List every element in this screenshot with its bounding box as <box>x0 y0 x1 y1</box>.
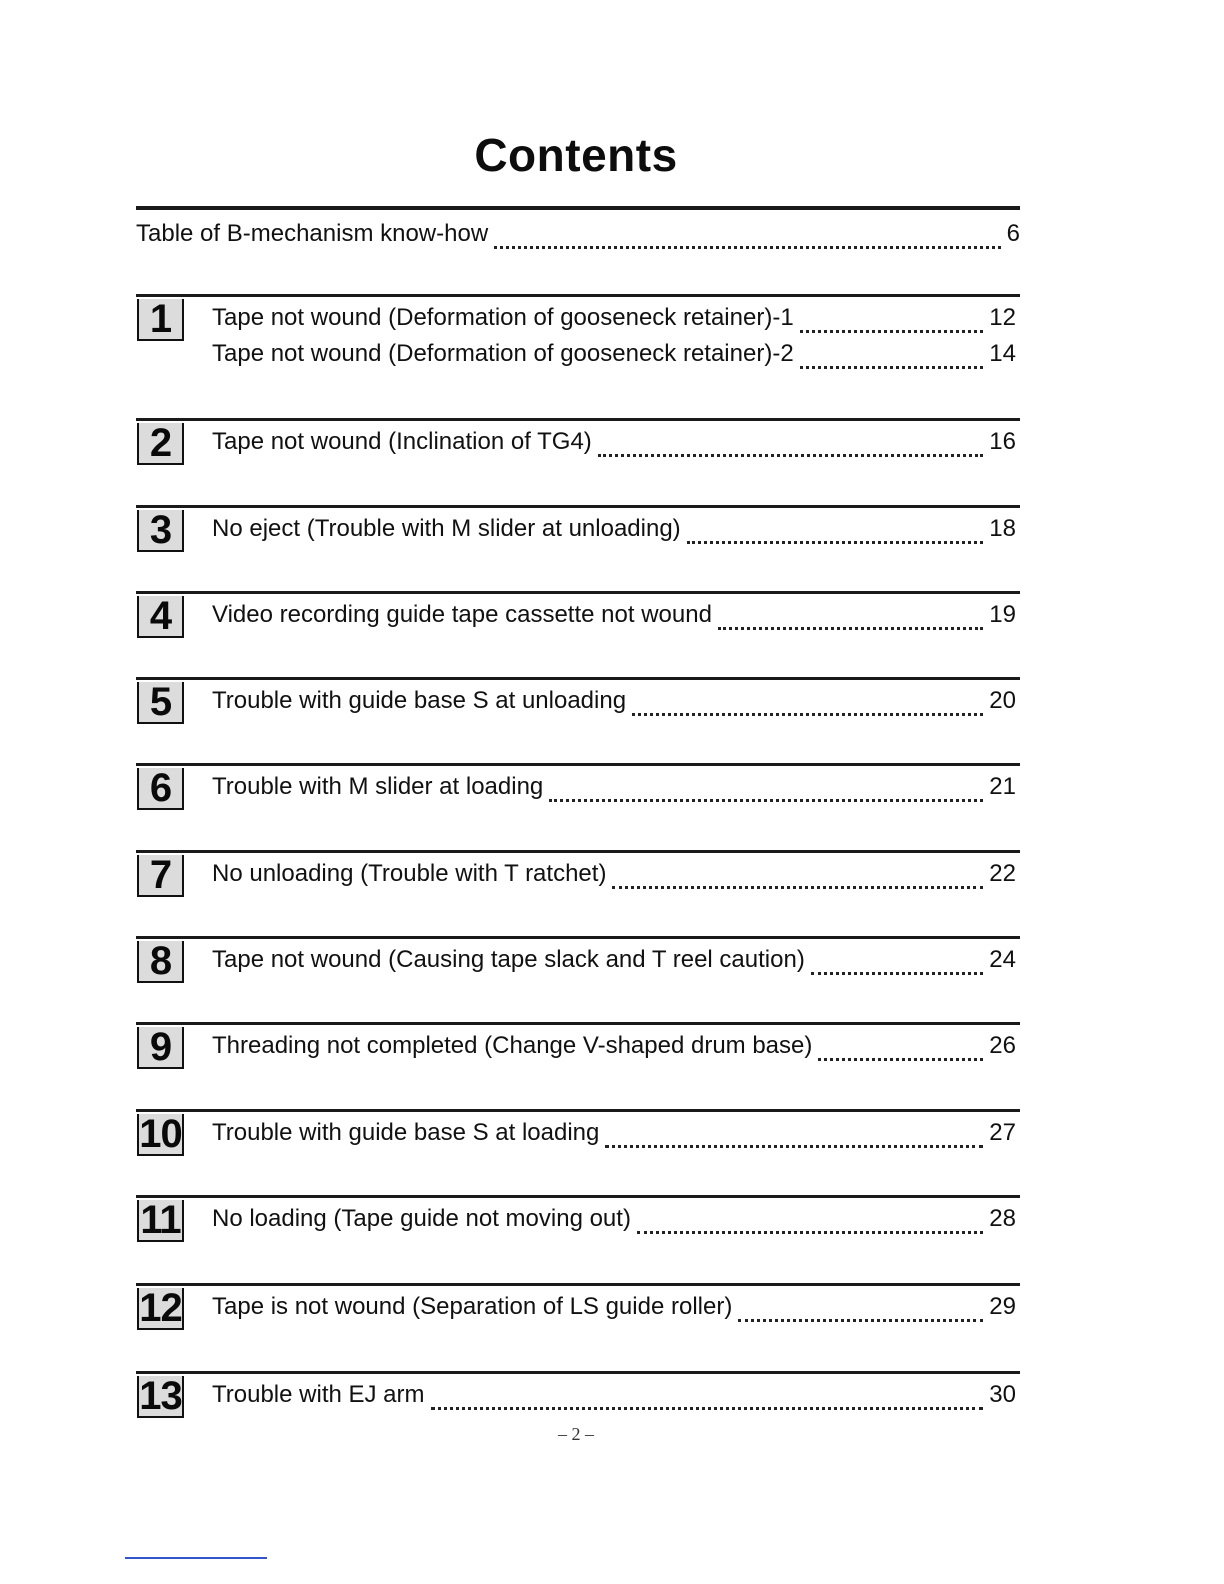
dot-leader <box>431 1406 984 1410</box>
section-divider <box>136 1371 1020 1374</box>
section-number-badge: 6 <box>137 768 184 810</box>
toc-entry-title: Video recording guide tape cassette not wound <box>212 601 712 628</box>
toc-entry-page: 14 <box>989 340 1016 367</box>
dot-leader <box>718 626 983 630</box>
toc-entry-page: 18 <box>989 515 1016 542</box>
toc-entry-intro[interactable] <box>136 220 1020 256</box>
dot-leader <box>637 1230 983 1234</box>
toc-entry[interactable] <box>212 1205 1016 1241</box>
section-divider <box>136 763 1020 766</box>
toc-entry-title: No loading (Tape guide not moving out) <box>212 1205 631 1232</box>
toc-entry[interactable] <box>212 304 1016 340</box>
toc-entry-page: 6 <box>1006 220 1020 247</box>
toc-entry-title: Tape not wound (Causing tape slack and T reel caution) <box>212 946 805 973</box>
toc-entry-page: 21 <box>989 773 1016 800</box>
footer-rule <box>125 1557 267 1559</box>
toc-entry[interactable] <box>212 687 1016 723</box>
section-number-badge: 5 <box>137 682 184 724</box>
toc-entry-title: Tape not wound (Deformation of gooseneck retainer)-1 <box>212 304 794 331</box>
toc-entry[interactable] <box>212 1032 1016 1068</box>
toc-entry[interactable] <box>212 1293 1016 1329</box>
toc-entry-page: 12 <box>989 304 1016 331</box>
section-divider <box>136 1109 1020 1112</box>
section-number-badge: 13 <box>137 1376 184 1418</box>
page-title: Contents <box>474 129 678 181</box>
section-number-badge: 11 <box>137 1200 184 1242</box>
section-divider <box>136 1022 1020 1025</box>
toc-entry-title: Tape not wound (Inclination of TG4) <box>212 428 592 455</box>
toc-entry-title: Trouble with guide base S at unloading <box>212 687 627 714</box>
toc-entry[interactable] <box>212 1119 1016 1155</box>
dot-leader <box>811 971 983 975</box>
dot-leader <box>549 798 983 802</box>
section-number-badge: 9 <box>137 1027 184 1069</box>
toc-entry[interactable] <box>212 773 1016 809</box>
toc-entry-title: Trouble with EJ arm <box>212 1381 425 1408</box>
dot-leader <box>800 329 984 333</box>
dot-leader <box>687 540 984 544</box>
toc-entry-title: Tape not wound (Deformation of gooseneck retainer)-2 <box>212 340 794 367</box>
section-divider <box>136 294 1020 297</box>
toc-entry-title: Trouble with guide base S at loading <box>212 1119 600 1146</box>
toc-entry[interactable] <box>212 946 1016 982</box>
section-divider <box>136 936 1020 939</box>
toc-entry-page: 22 <box>989 860 1016 887</box>
section-number-badge: 7 <box>137 855 184 897</box>
title-divider <box>136 206 1020 210</box>
toc-entry[interactable] <box>212 340 1016 376</box>
toc-entry-title: Tape is not wound (Separation of LS guide roller) <box>212 1293 733 1320</box>
section-number-badge: 1 <box>137 299 184 341</box>
section-number-badge: 3 <box>137 510 184 552</box>
toc-entry-page: 28 <box>989 1205 1016 1232</box>
section-divider <box>136 418 1020 421</box>
toc-entry-title: Trouble with M slider at loading <box>212 773 544 800</box>
dot-leader <box>738 1318 983 1322</box>
toc-entry-page: 19 <box>989 601 1016 628</box>
toc-entry-page: 16 <box>989 428 1016 455</box>
section-divider <box>136 505 1020 508</box>
dot-leader <box>612 885 983 889</box>
section-number-badge: 2 <box>137 423 184 465</box>
toc-entry-page: 20 <box>989 687 1016 714</box>
toc-entry-title: No eject (Trouble with M slider at unloading) <box>212 515 681 542</box>
section-number-badge: 8 <box>137 941 184 983</box>
toc-entry[interactable] <box>212 860 1016 896</box>
toc-entry-page: 26 <box>989 1032 1016 1059</box>
toc-entry-page: 27 <box>989 1119 1016 1146</box>
toc-entry-page: 24 <box>989 946 1016 973</box>
page-number-footer: – 2 – <box>558 1424 594 1444</box>
toc-entry-page: 29 <box>989 1293 1016 1320</box>
section-number-badge: 4 <box>137 596 184 638</box>
toc-entry-title: No unloading (Trouble with T ratchet) <box>212 860 607 887</box>
section-number-badge: 10 <box>137 1114 184 1156</box>
section-divider <box>136 677 1020 680</box>
section-divider <box>136 850 1020 853</box>
toc-entry-title: Table of B-mechanism know-how <box>136 220 489 247</box>
dot-leader <box>632 712 983 716</box>
toc-entry-title: Threading not completed (Change V-shaped drum base) <box>212 1032 813 1059</box>
section-divider <box>136 1195 1020 1198</box>
toc-entry[interactable] <box>212 1381 1016 1417</box>
toc-entry-page: 30 <box>989 1381 1016 1408</box>
dot-leader <box>818 1057 983 1061</box>
toc-entry[interactable] <box>212 601 1016 637</box>
dot-leader <box>598 453 984 457</box>
section-divider <box>136 591 1020 594</box>
toc-entry[interactable] <box>212 515 1016 551</box>
toc-entry[interactable] <box>212 428 1016 464</box>
section-number-badge: 12 <box>137 1288 184 1330</box>
section-divider <box>136 1283 1020 1286</box>
dot-leader <box>494 245 1000 249</box>
dot-leader <box>800 365 984 369</box>
dot-leader <box>605 1144 983 1148</box>
